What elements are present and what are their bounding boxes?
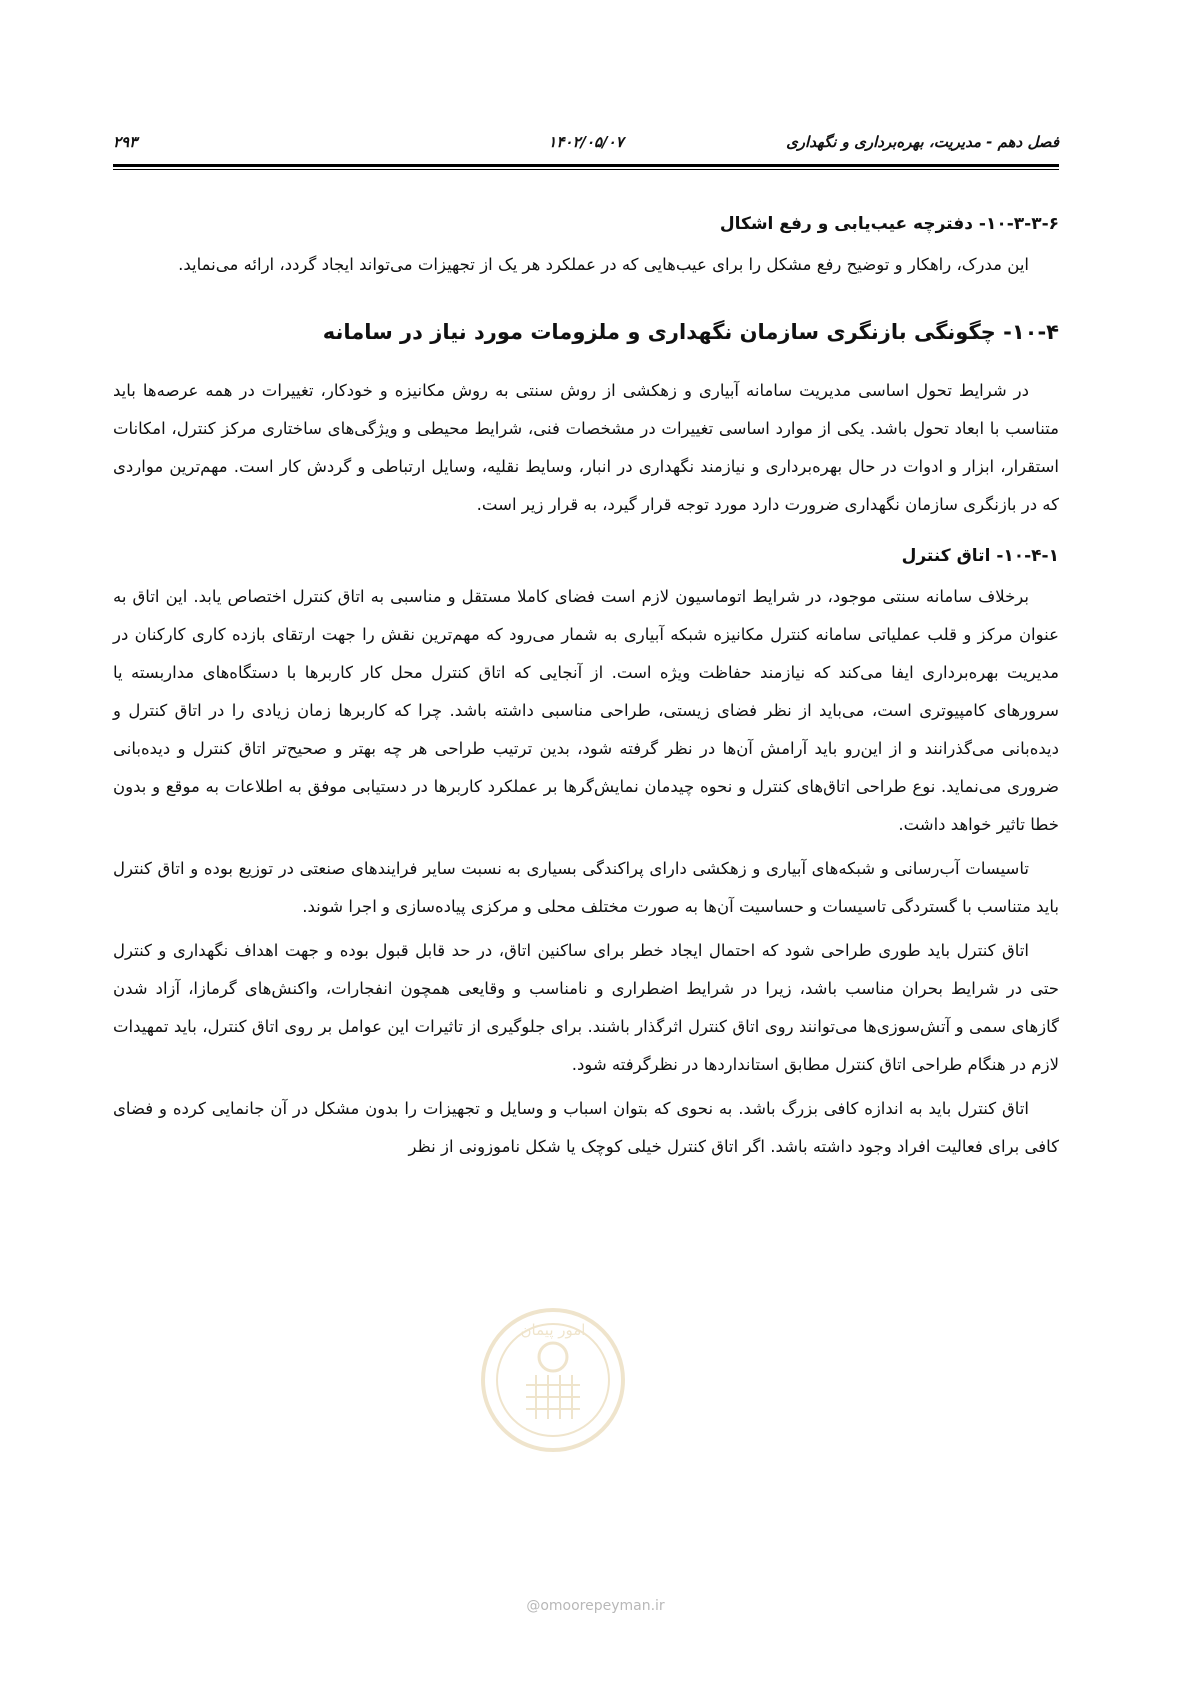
page-body [113, 210, 1059, 1172]
section-heading-maintenance-review: ۱۰-۴- چگونگی بازنگری سازمان نگهداری و ملزومات مورد نیاز در سامانه [322, 320, 1059, 344]
paragraph: برخلاف سامانه سنتی موجود، در شرایط اتوماسیون لازم است فضای کاملا مستقل و مناسبی به اتاق کنترل اختصاص یابد. این اتاق به عنوان مرکز و قلب عملیاتی سامانه کنترل مکانیزه شبکه آبیاری به شمار می‌رود که مهم‌ترین نقش را جهت ارتقای بازده کاری کارکنان در مدیریت بهره‌برداری ایفا می‌کند که نیازمند حفاظت ویژه است. از آنجایی که اتاق کنترل محل کار کاربرها با دستگاه‌های مداربسته یا سرورهای کامپیوتری است، می‌باید از نظر فضای زیستی، طراحی مناسبی داشته باشد. چرا که کاربرها زمان زیادی را در اتاق کنترل و دیده‌بانی می‌گذرانند و از این‌رو باید آرامش آن‌ها در نظر گرفته شود، بدین ترتیب طراحی هر چه بهتر و صحیح‌تر اتاق کنترل و دیده‌بانی ضروری می‌نماید. نوع طراحی اتاق‌های کنترل و نحوه چیدمان نمایش‌گرها بر عملکرد کاربرها در دستیابی موفق به اطلاعات به موقع و بدون خطا تاثیر خواهد داشت. [113, 587, 1059, 834]
paragraph: اتاق کنترل باید به اندازه کافی بزرگ باشد. به نحوی که بتوان اسباب و وسایل و تجهیزات را بدون مشکل در آن جانمایی کرده و فضای کافی برای فعالیت افراد وجود داشته باشد. اگر اتاق کنترل خیلی کوچک یا شکل ناموزونی از نظر [113, 1099, 1059, 1156]
website-watermark: @omoorepeyman.ir [526, 1598, 665, 1614]
seal-text: امور پیمان [520, 1321, 586, 1339]
paragraph: اتاق کنترل باید طوری طراحی شود که احتمال ایجاد خطر برای ساکنین اتاق، در حد قابل قبول بوده و جهت اهداف نگهداری و کنترل حتی در شرایط بحران مناسب باشد، زیرا در شرایط اضطراری و نامناسب و وقایعی همچون انفجارات، واکنش‌های گرمازا، آزاد شدن گازهای سمی و آتش‌سوزی‌ها می‌توانند روی اتاق کنترل اثرگذار باشند. برای جلوگیری از تاثیرات این عوامل بر روی اتاق کنترل، باید تمهیدات لازم در هنگام طراحی اتاق کنترل مطابق استانداردها در نظرگرفته شود. [113, 941, 1059, 1074]
page-header [113, 130, 1059, 154]
chapter-title: فصل دهم - مدیریت، بهره‌برداری و نگهداری [786, 133, 1059, 151]
seal-watermark [478, 1305, 628, 1455]
section-heading-troubleshooting: ۱۰-۳-۳-۶- دفترچه عیب‌یابی و رفع اشکال [719, 214, 1059, 234]
section-heading-control-room: ۱۰-۴-۱- اتاق کنترل [901, 546, 1059, 566]
header-rule-thick [113, 164, 1059, 167]
paragraph: تاسیسات آب‌رسانی و شبکه‌های آبیاری و زهکشی دارای پراکندگی بسیاری به نسبت سایر فرایندهای صنعتی در توزیع بوده و اتاق کنترل باید متناسب با گستردگی تاسیسات و حساسیت آن‌ها به صورت مختلف محلی و مرکزی پیاده‌سازی و اجرا شوند. [113, 859, 1059, 916]
paragraph: در شرایط تحول اساسی مدیریت سامانه آبیاری و زهکشی از روش سنتی به روش مکانیزه و خودکار، تغییرات در همه عرصه‌ها باید متناسب با ابعاد تحول باشد. یکی از موارد اساسی تغییرات در مشخصات فنی، شرایط محیطی و ویژگی‌های ساختاری مرکز کنترل، امکانات استقرار، ابزار و ادوات در حال بهره‌برداری و نیازمند نگهداری در انبار، وسایط نقلیه، وسایل ارتباطی و گردش کار است. مهم‌ترین مواردی که در بازنگری سازمان نگهداری ضرورت دارد مورد توجه قرار گیرد، به قرار زیر است. [113, 381, 1059, 514]
header-rule-thin [113, 169, 1059, 170]
header-date: ۱۴۰۲/۰۵/۰۷ [548, 133, 624, 151]
paragraph: این مدرک، راهکار و توضیح رفع مشکل را برای عیب‌هایی که در عملکرد هر یک از تجهیزات می‌تواند ایجاد گردد، ارائه می‌نماید. [178, 255, 1029, 274]
page-number: ۲۹۳ [113, 133, 138, 151]
